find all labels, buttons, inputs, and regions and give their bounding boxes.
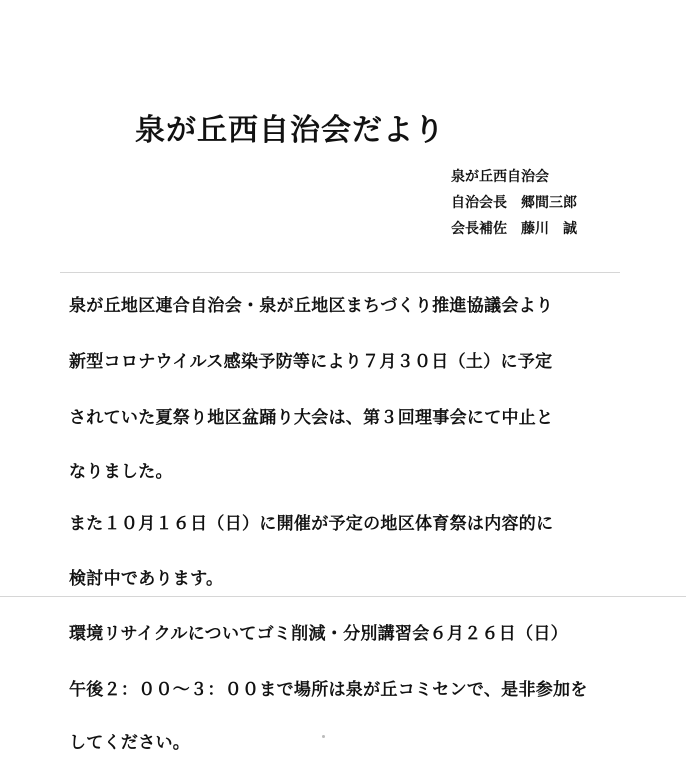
body-line: 泉が丘地区連合自治会・泉が丘地区まちづくり推進協議会より	[69, 296, 554, 316]
scan-speck	[322, 735, 325, 738]
body-line: 環境リサイクルについてゴミ削減・分別講習会６月２６日（日）	[69, 624, 568, 644]
body-line: 午後２：００～３：００まで場所は泉が丘コミセンで、是非参加を	[69, 680, 588, 700]
scan-artifact-line	[0, 596, 686, 597]
body-line: してください。	[69, 733, 191, 753]
sender-organization: 泉が丘西自治会	[451, 169, 549, 185]
newsletter-title: 泉が丘西自治会だより	[135, 113, 445, 148]
scan-artifact-line	[60, 272, 620, 273]
sender-president: 自治会長 郷間三郎	[451, 195, 577, 211]
sender-assistant: 会長補佐 藤川 誠	[451, 221, 577, 237]
body-line: 新型コロナウイルス感染予防等により７月３０日（土）に予定	[69, 352, 553, 372]
body-line: されていた夏祭り地区盆踊り大会は、第３回理事会にて中止と	[69, 408, 554, 428]
body-line: また１０月１６日（日）に開催が予定の地区体育祭は内容的に	[69, 514, 554, 534]
body-line: なりました。	[69, 462, 173, 482]
body-line: 検討中であります。	[69, 569, 224, 589]
sender-block	[451, 164, 577, 242]
